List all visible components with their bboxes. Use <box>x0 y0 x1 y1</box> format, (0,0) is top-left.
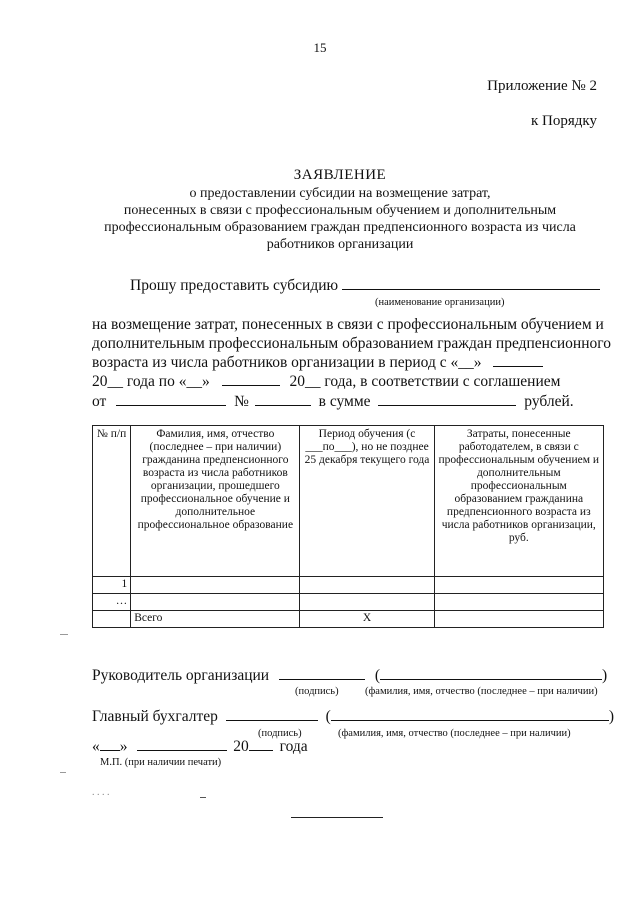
accountant-name-caption: (фамилия, имя, отчество (последнее – при наличии) <box>338 728 571 739</box>
table-row <box>93 594 604 611</box>
paragraph-line <box>92 354 602 372</box>
scan-mark <box>200 797 206 798</box>
appendix-label: Приложение № 2 <box>487 78 597 94</box>
cell-period[interactable] <box>300 594 434 611</box>
rubles-label: рублей. <box>524 393 574 410</box>
agreement-text: 20__ года, в соответствии с соглашением <box>289 373 561 390</box>
request-line <box>130 277 600 295</box>
org-name-field[interactable] <box>342 288 600 290</box>
head-name-field[interactable] <box>380 678 602 680</box>
paragraph-line: дополнительным профессиональным образованием граждан предпенсионного <box>92 335 611 352</box>
period-start-month-field[interactable] <box>493 365 543 367</box>
head-signature-caption: (подпись) <box>295 686 339 697</box>
head-label: Руководитель организации <box>92 667 270 684</box>
header-period: Период обучения (с ___по___), но не позднее 25 декабря текущего года <box>300 426 434 577</box>
title-main: ЗАЯВЛЕНИЕ <box>293 167 387 183</box>
agreement-number-field[interactable] <box>255 404 311 406</box>
stamp-note: М.П. (при наличии печати) <box>100 757 222 768</box>
cell-costs[interactable] <box>434 594 603 611</box>
agreement-number-sign: № <box>234 393 249 410</box>
date-day-field[interactable] <box>100 749 120 751</box>
accountant-signature-caption: (подпись) <box>258 728 302 739</box>
table-header-row <box>93 426 604 577</box>
agreement-date-field[interactable] <box>116 404 226 406</box>
sum-field[interactable] <box>378 404 516 406</box>
accountant-signature-field[interactable] <box>226 719 318 721</box>
total-number-cell <box>93 611 131 628</box>
period-start-text: возраста из числа работников организации в период с «__» <box>92 354 482 371</box>
date-quote-open: « <box>92 738 100 755</box>
date-line <box>92 738 308 756</box>
cell-full-name[interactable] <box>131 577 300 594</box>
header-full-name: Фамилия, имя, отчество (последнее – при наличии) гражданина предпенсионного возраста из числа работников организации, прошедшего профессиональное обучение и дополнительное профессиональное образование <box>131 426 300 577</box>
document-title <box>60 167 620 253</box>
title-line: понесенных в связи с профессиональным обучением и дополнительным <box>123 203 557 218</box>
total-costs-cell[interactable] <box>434 611 603 628</box>
order-reference: к Порядку <box>531 113 597 129</box>
head-signature-field[interactable] <box>279 678 365 680</box>
date-year-field[interactable] <box>249 749 273 751</box>
total-period: Х <box>300 611 434 628</box>
agreement-from: от <box>92 393 107 410</box>
title-line: о предоставлении субсидии на возмещение затрат, <box>189 186 491 201</box>
period-end-month-field[interactable] <box>222 384 280 386</box>
header-costs: Затраты, понесенные работодателем, в связи с профессиональным обучением и дополнительным профессиональным образованием гражданина предпенсионного возраста из числа работников организации, руб. <box>434 426 603 577</box>
head-signature-line: Руководитель организации ( ) <box>92 667 608 684</box>
total-label: Всего <box>131 611 300 628</box>
request-lead: Прошу предоставить субсидию <box>130 277 339 294</box>
costs-table <box>92 425 604 628</box>
accountant-label: Главный бухгалтер <box>92 708 218 725</box>
scan-mark <box>60 772 66 773</box>
table-row <box>93 577 604 594</box>
paragraph-line <box>92 373 602 391</box>
sum-label: в сумме <box>318 393 371 410</box>
cell-costs[interactable] <box>434 577 603 594</box>
accountant-signature-line: Главный бухгалтер ( ) <box>92 708 615 725</box>
scan-mark <box>60 634 68 635</box>
bottom-rule <box>291 817 383 818</box>
period-year-text: 20__ года по «__» <box>92 373 210 390</box>
date-word: года <box>279 738 308 755</box>
page-number: 15 <box>313 40 327 55</box>
title-line: профессиональным образованием граждан предпенсионного возраста из числа <box>104 220 576 235</box>
cell-period[interactable] <box>300 577 434 594</box>
date-month-field[interactable] <box>137 749 227 751</box>
paragraph-line: на возмещение затрат, понесенных в связи с профессиональным обучением и <box>92 316 604 333</box>
head-name-caption: (фамилия, имя, отчество (последнее – при наличии) <box>365 686 598 697</box>
date-quote-close: » <box>119 738 128 755</box>
title-line: работников организации <box>266 237 414 252</box>
row-number: 1 <box>93 577 131 594</box>
header-number: № п/п <box>93 426 131 577</box>
margin-marks: . . . . <box>92 787 110 798</box>
date-year-prefix: 20 <box>233 738 249 755</box>
table-total-row <box>93 611 604 628</box>
accountant-name-field[interactable] <box>331 719 609 721</box>
cell-full-name[interactable] <box>131 594 300 611</box>
org-name-caption: (наименование организации) <box>375 297 505 308</box>
paragraph-line <box>92 393 602 411</box>
row-number: … <box>93 594 131 611</box>
